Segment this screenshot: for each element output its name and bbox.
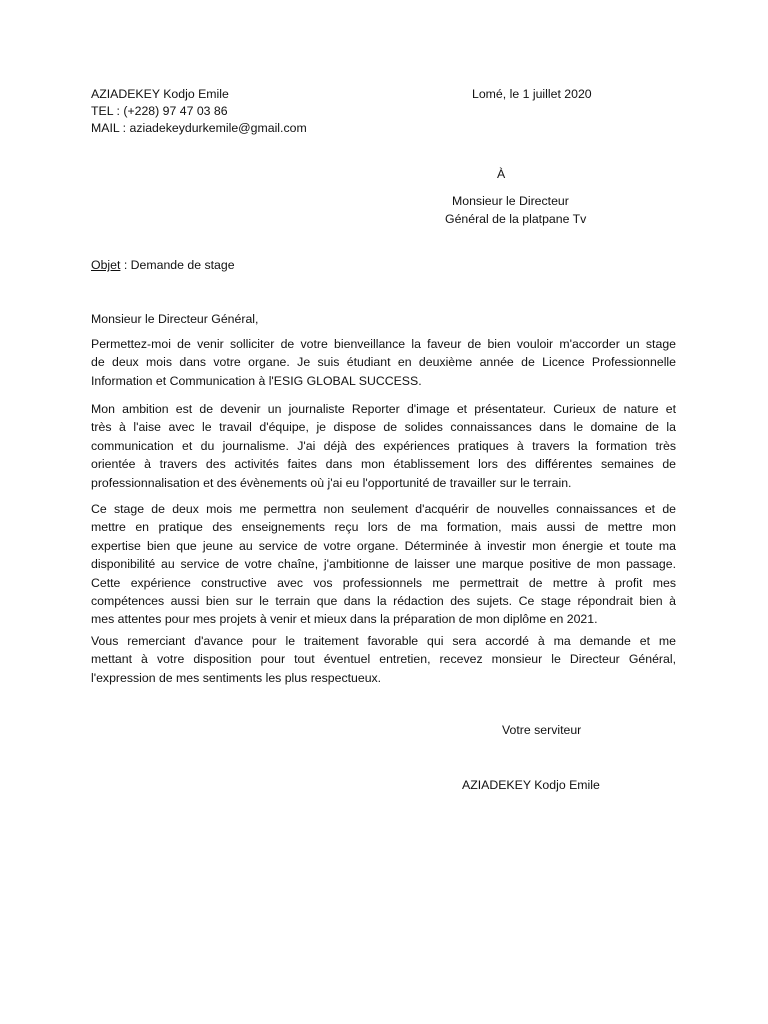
subject-line — [91, 257, 235, 274]
paragraph-line: disponibilité au service de votre chaîne, j'ambitionne de laisser une marque positive de mon passage. — [91, 557, 676, 572]
body-paragraph-4 — [91, 632, 676, 687]
recipient-line2: Général de la platpane Tv — [445, 212, 587, 226]
paragraph-line: Ce stage de deux mois me permettra non seulement d'acquérir de nouvelles connaissances et de — [91, 502, 676, 516]
paragraph-line: Vous remerciant d'avance pour le traitement favorable qui sera accordé à ma demande et me — [91, 634, 676, 648]
paragraph-line: compétences aussi bien sur le terrain que dans la rédaction des sujets. Ce stage répondrait bien à — [91, 594, 676, 609]
subject-text: : Demande de stage — [120, 258, 235, 272]
paragraph-line: Information et Communication à l'ESIG GLOBAL SUCCESS. — [91, 373, 422, 388]
sender-name: AZIADEKEY Kodjo Emile — [91, 87, 229, 101]
sender-mail: MAIL : aziadekeydurkemile@gmail.com — [91, 121, 307, 135]
sender-tel: TEL : (+228) 97 47 03 86 — [91, 104, 228, 118]
recipient-line1: Monsieur le Directeur — [452, 194, 569, 208]
salutation: Monsieur le Directeur Général, — [91, 312, 259, 326]
paragraph-line: professionnalisation et des évènements où j'ai eu l'opportunité de travailler sur le terrain. — [91, 475, 572, 490]
paragraph-line: Mon ambition est de devenir un journaliste Reporter d'image et présentateur. Curieux de nature et — [91, 402, 676, 416]
closing: Votre serviteur — [502, 723, 582, 737]
paragraph-line: l'expression de mes sentiments les plus respectueux. — [91, 670, 382, 685]
signature: AZIADEKEY Kodjo Emile — [462, 778, 600, 792]
paragraph-line: mettant à votre disposition pour tout éventuel entretien, recevez monsieur le Directeur Général, — [91, 652, 676, 667]
body-paragraph-1 — [91, 335, 676, 390]
paragraph-line: Cette expérience constructive avec vos professionnels me permettrait de mettre à profit mes — [91, 575, 676, 590]
paragraph-line: expertise bien que jeune au service de votre organe. Déterminée à investir mon énergie et toute ma — [91, 538, 676, 553]
paragraph-line: de deux mois dans votre organe. Je suis étudiant en deuxième année de Licence Professionnelle — [91, 355, 676, 370]
body-paragraph-2 — [91, 400, 676, 492]
body-paragraph-3 — [91, 500, 676, 629]
paragraph-line: Permettez-moi de venir solliciter de votre bienveillance la faveur de bien vouloir m'accorder un stage — [91, 337, 676, 351]
paragraph-line: orientée à travers des activités faites dans mon établissement lors des différentes semaines de — [91, 457, 676, 472]
paragraph-line: mettre en pratique des enseignements reçu lors de ma formation, mais aussi de mettre mon — [91, 520, 676, 535]
recipient-to: À — [497, 167, 506, 181]
subject-key: Objet — [91, 258, 121, 272]
paragraph-line: communication et du journalisme. J'ai déjà des expériences pratiques à travers la formation très — [91, 438, 676, 453]
paragraph-line: très à l'aise avec le travail d'équipe, je dispose de solides connaissances dans le domaine de la — [91, 420, 676, 435]
place-date: Lomé, le 1 juillet 2020 — [472, 87, 592, 101]
paragraph-line: mes attentes pour mes projets à venir et mieux dans la préparation de mon diplôme en 2021. — [91, 612, 598, 627]
